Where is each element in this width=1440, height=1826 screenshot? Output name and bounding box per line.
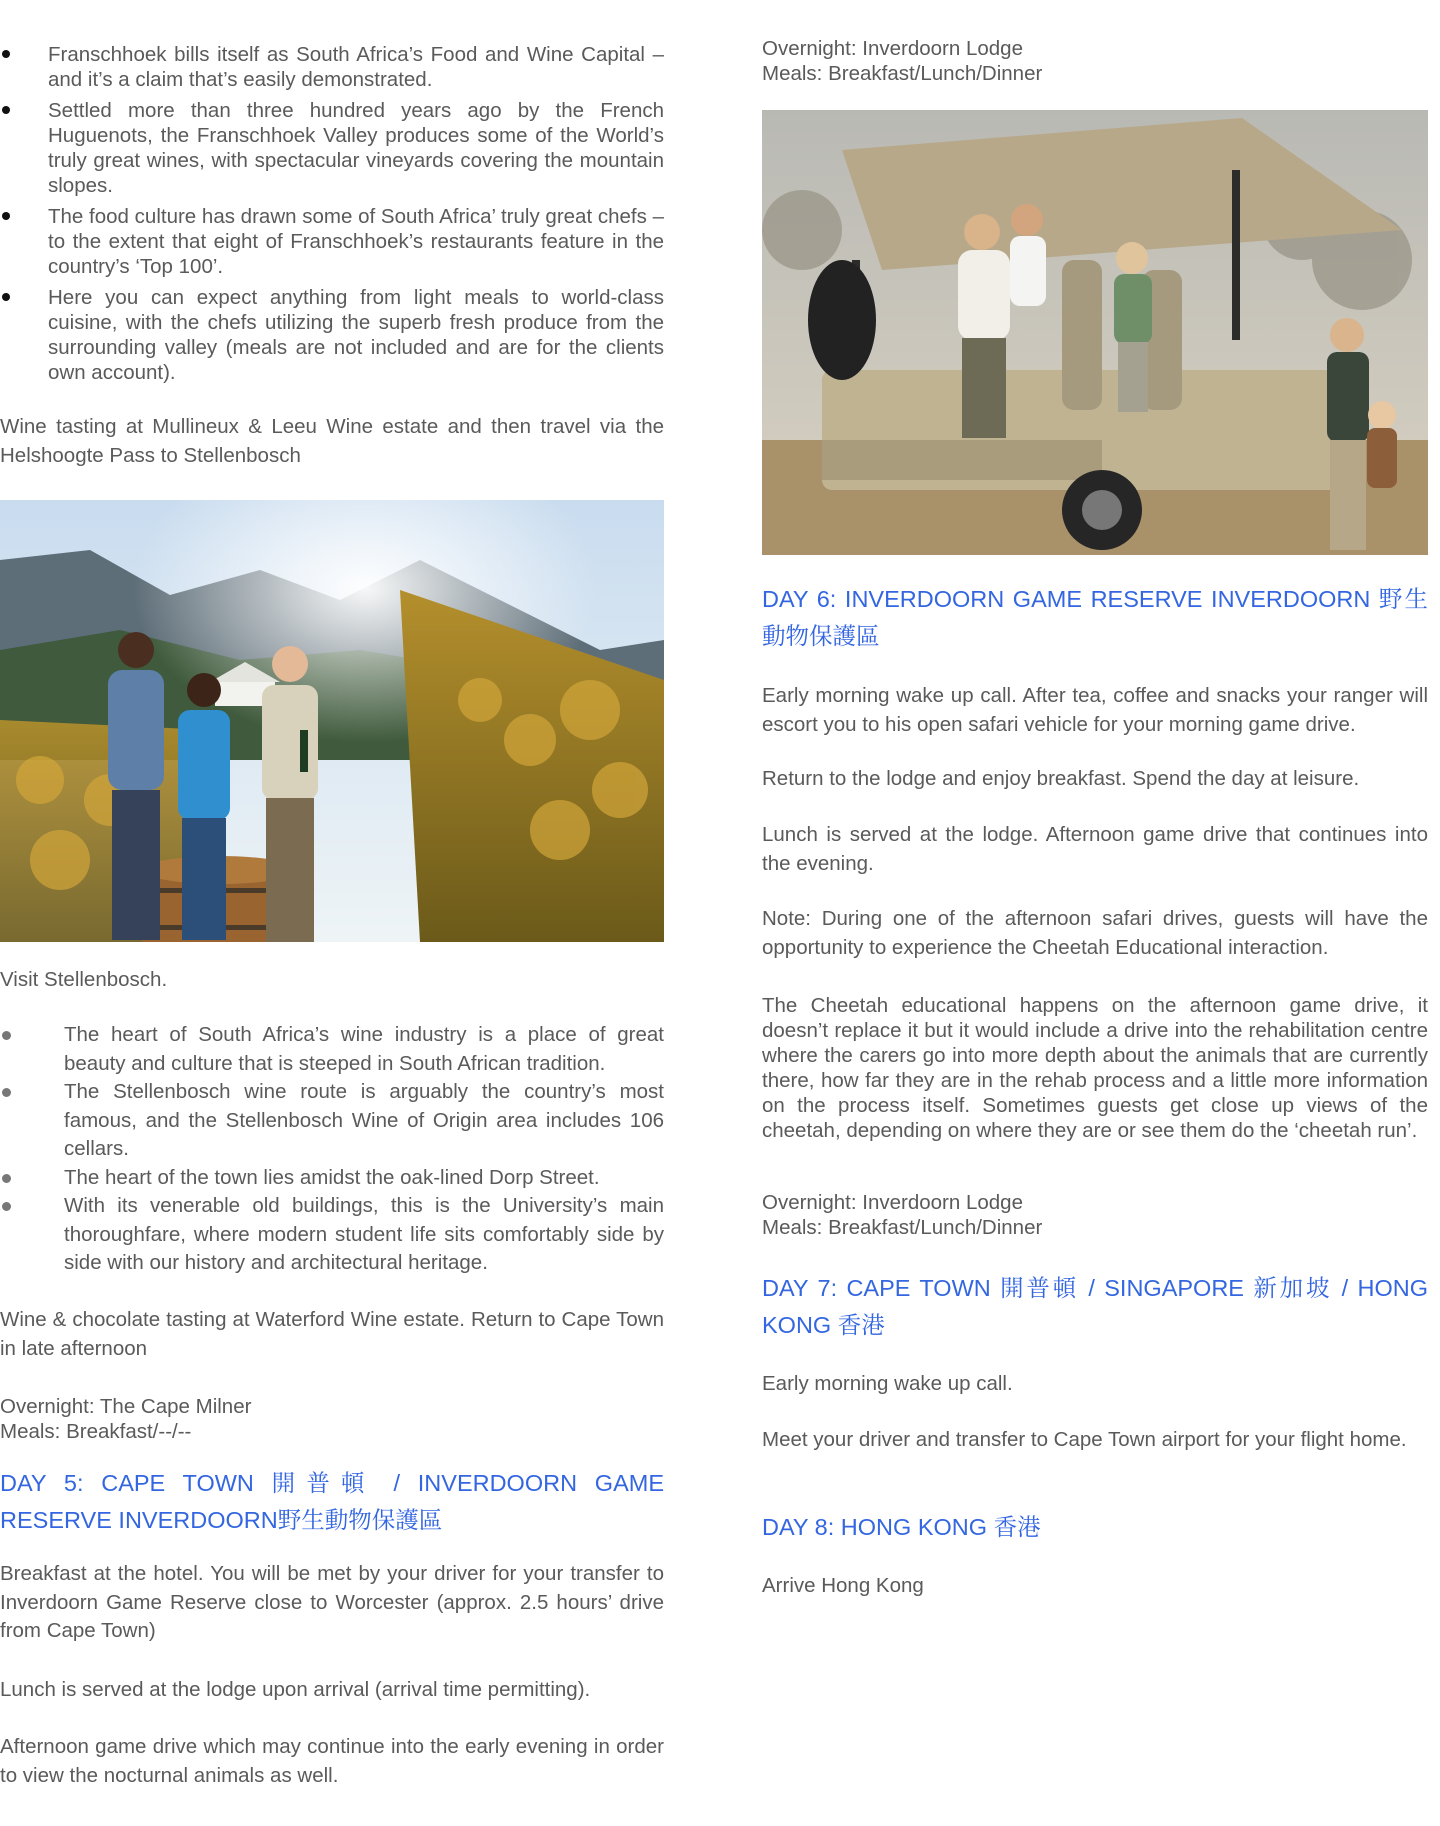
list-item: The Stellenbosch wine route is arguably the country’s most famous, and the Stellenbosch Wine of Origin area includes 106 cellars. (0, 1078, 664, 1164)
meals-day4: Meals: Breakfast/--/-- (0, 1420, 192, 1443)
overnight-inverdoorn-2: Overnight: Inverdoorn Lodge (762, 1191, 1023, 1214)
day7-paragraph-2: Meet your driver and transfer to Cape Town airport for your flight home. (762, 1428, 1407, 1451)
meals-day6: Meals: Breakfast/Lunch/Dinner (762, 1216, 1043, 1239)
day6-paragraph-3: Lunch is served at the lodge. Afternoon game drive that continues into the evening. (762, 823, 1428, 875)
franschhoek-bullet-list (0, 42, 664, 385)
list-item: The food culture has drawn some of South Africa’ truly great chefs – to the extent that eight of Franschhoek’s restaurants feature in the country’s ‘Top 100’. (0, 204, 664, 279)
stellenbosch-bullet-list (0, 1021, 664, 1278)
meals-top: Meals: Breakfast/Lunch/Dinner (762, 62, 1043, 85)
day5-paragraph-1: Breakfast at the hotel. You will be met by your driver for your transfer to Inverdoorn Game Reserve close to Worcester (approx. 2.5 hours’ drive from Cape Town) (0, 1562, 664, 1642)
list-item: Settled more than three hundred years ago by the French Huguenots, the Franschhoek Valley produces some of the World’s truly great wines, with spectacular vineyards covering the mountain slopes. (0, 98, 664, 198)
vineyard-wine-tasting-photo (0, 500, 664, 942)
day5-paragraph-3: Afternoon game drive which may continue into the early evening in order to view the nocturnal animals as well. (0, 1735, 664, 1787)
overnight-inverdoorn-top: Overnight: Inverdoorn Lodge (762, 37, 1023, 60)
day7-heading: DAY 7: CAPE TOWN 開普頓 / SINGAPORE 新加坡 / HONG KONG 香港 (762, 1275, 1428, 1338)
list-item: Franschhoek bills itself as South Africa’s Food and Wine Capital – and it’s a claim that’s easily demonstrated. (0, 42, 664, 92)
visit-stellenbosch-paragraph: Visit Stellenbosch. (0, 968, 168, 991)
day7-paragraph-1: Early morning wake up call. (762, 1372, 1013, 1395)
day6-paragraph-4: Note: During one of the afternoon safari drives, guests will have the opportunity to experience the Cheetah Educational interaction. (762, 907, 1428, 959)
day6-paragraph-2: Return to the lodge and enjoy breakfast. Spend the day at leisure. (762, 767, 1360, 790)
day5-paragraph-2: Lunch is served at the lodge upon arrival (arrival time permitting). (0, 1678, 591, 1701)
list-item: The heart of South Africa’s wine industry is a place of great beauty and culture that is steeped in South African tradition. (0, 1021, 664, 1078)
day8-heading: DAY 8: HONG KONG 香港 (762, 1514, 1041, 1540)
list-item: The heart of the town lies amidst the oak-lined Dorp Street. (0, 1164, 664, 1193)
safari-vehicle-family-photo (762, 110, 1428, 555)
day8-paragraph-1: Arrive Hong Kong (762, 1574, 924, 1597)
overnight-cape-milner: Overnight: The Cape Milner (0, 1395, 252, 1418)
wine-tasting-paragraph: Wine tasting at Mullineux & Leeu Wine estate and then travel via the Helshoogte Pass to Stellenbosch (0, 415, 664, 467)
day5-heading: DAY 5: CAPE TOWN 開普頓 / INVERDOORN GAME RESERVE INVERDOORN野生動物保護區 (0, 1470, 664, 1533)
day6-heading: DAY 6: INVERDOORN GAME RESERVE INVERDOORN 野生動物保護區 (762, 586, 1428, 649)
list-item: With its venerable old buildings, this is the University’s main thoroughfare, where modern student life sits comfortably side by side with our history and architectural heritage. (0, 1192, 664, 1278)
day6-paragraph-1: Early morning wake up call. After tea, coffee and snacks your ranger will escort you to his open safari vehicle for your morning game drive. (762, 684, 1428, 736)
day6-paragraph-5: The Cheetah educational happens on the afternoon game drive, it doesn’t replace it but it would include a drive into the rehabilitation centre where the carers go into more depth about the animals that are currently there, how far they are in the rehab process and a little more information on the process itself. Sometimes guests get close up views of the cheetah, depending on where they are or see them do the ‘cheetah run’. (762, 994, 1428, 1142)
chocolate-tasting-paragraph: Wine & chocolate tasting at Waterford Wine estate. Return to Cape Town in late afternoon (0, 1308, 664, 1360)
list-item: Here you can expect anything from light meals to world-class cuisine, with the chefs utilizing the superb fresh produce from the surrounding valley (meals are not included and are for the clients own account). (0, 285, 664, 385)
